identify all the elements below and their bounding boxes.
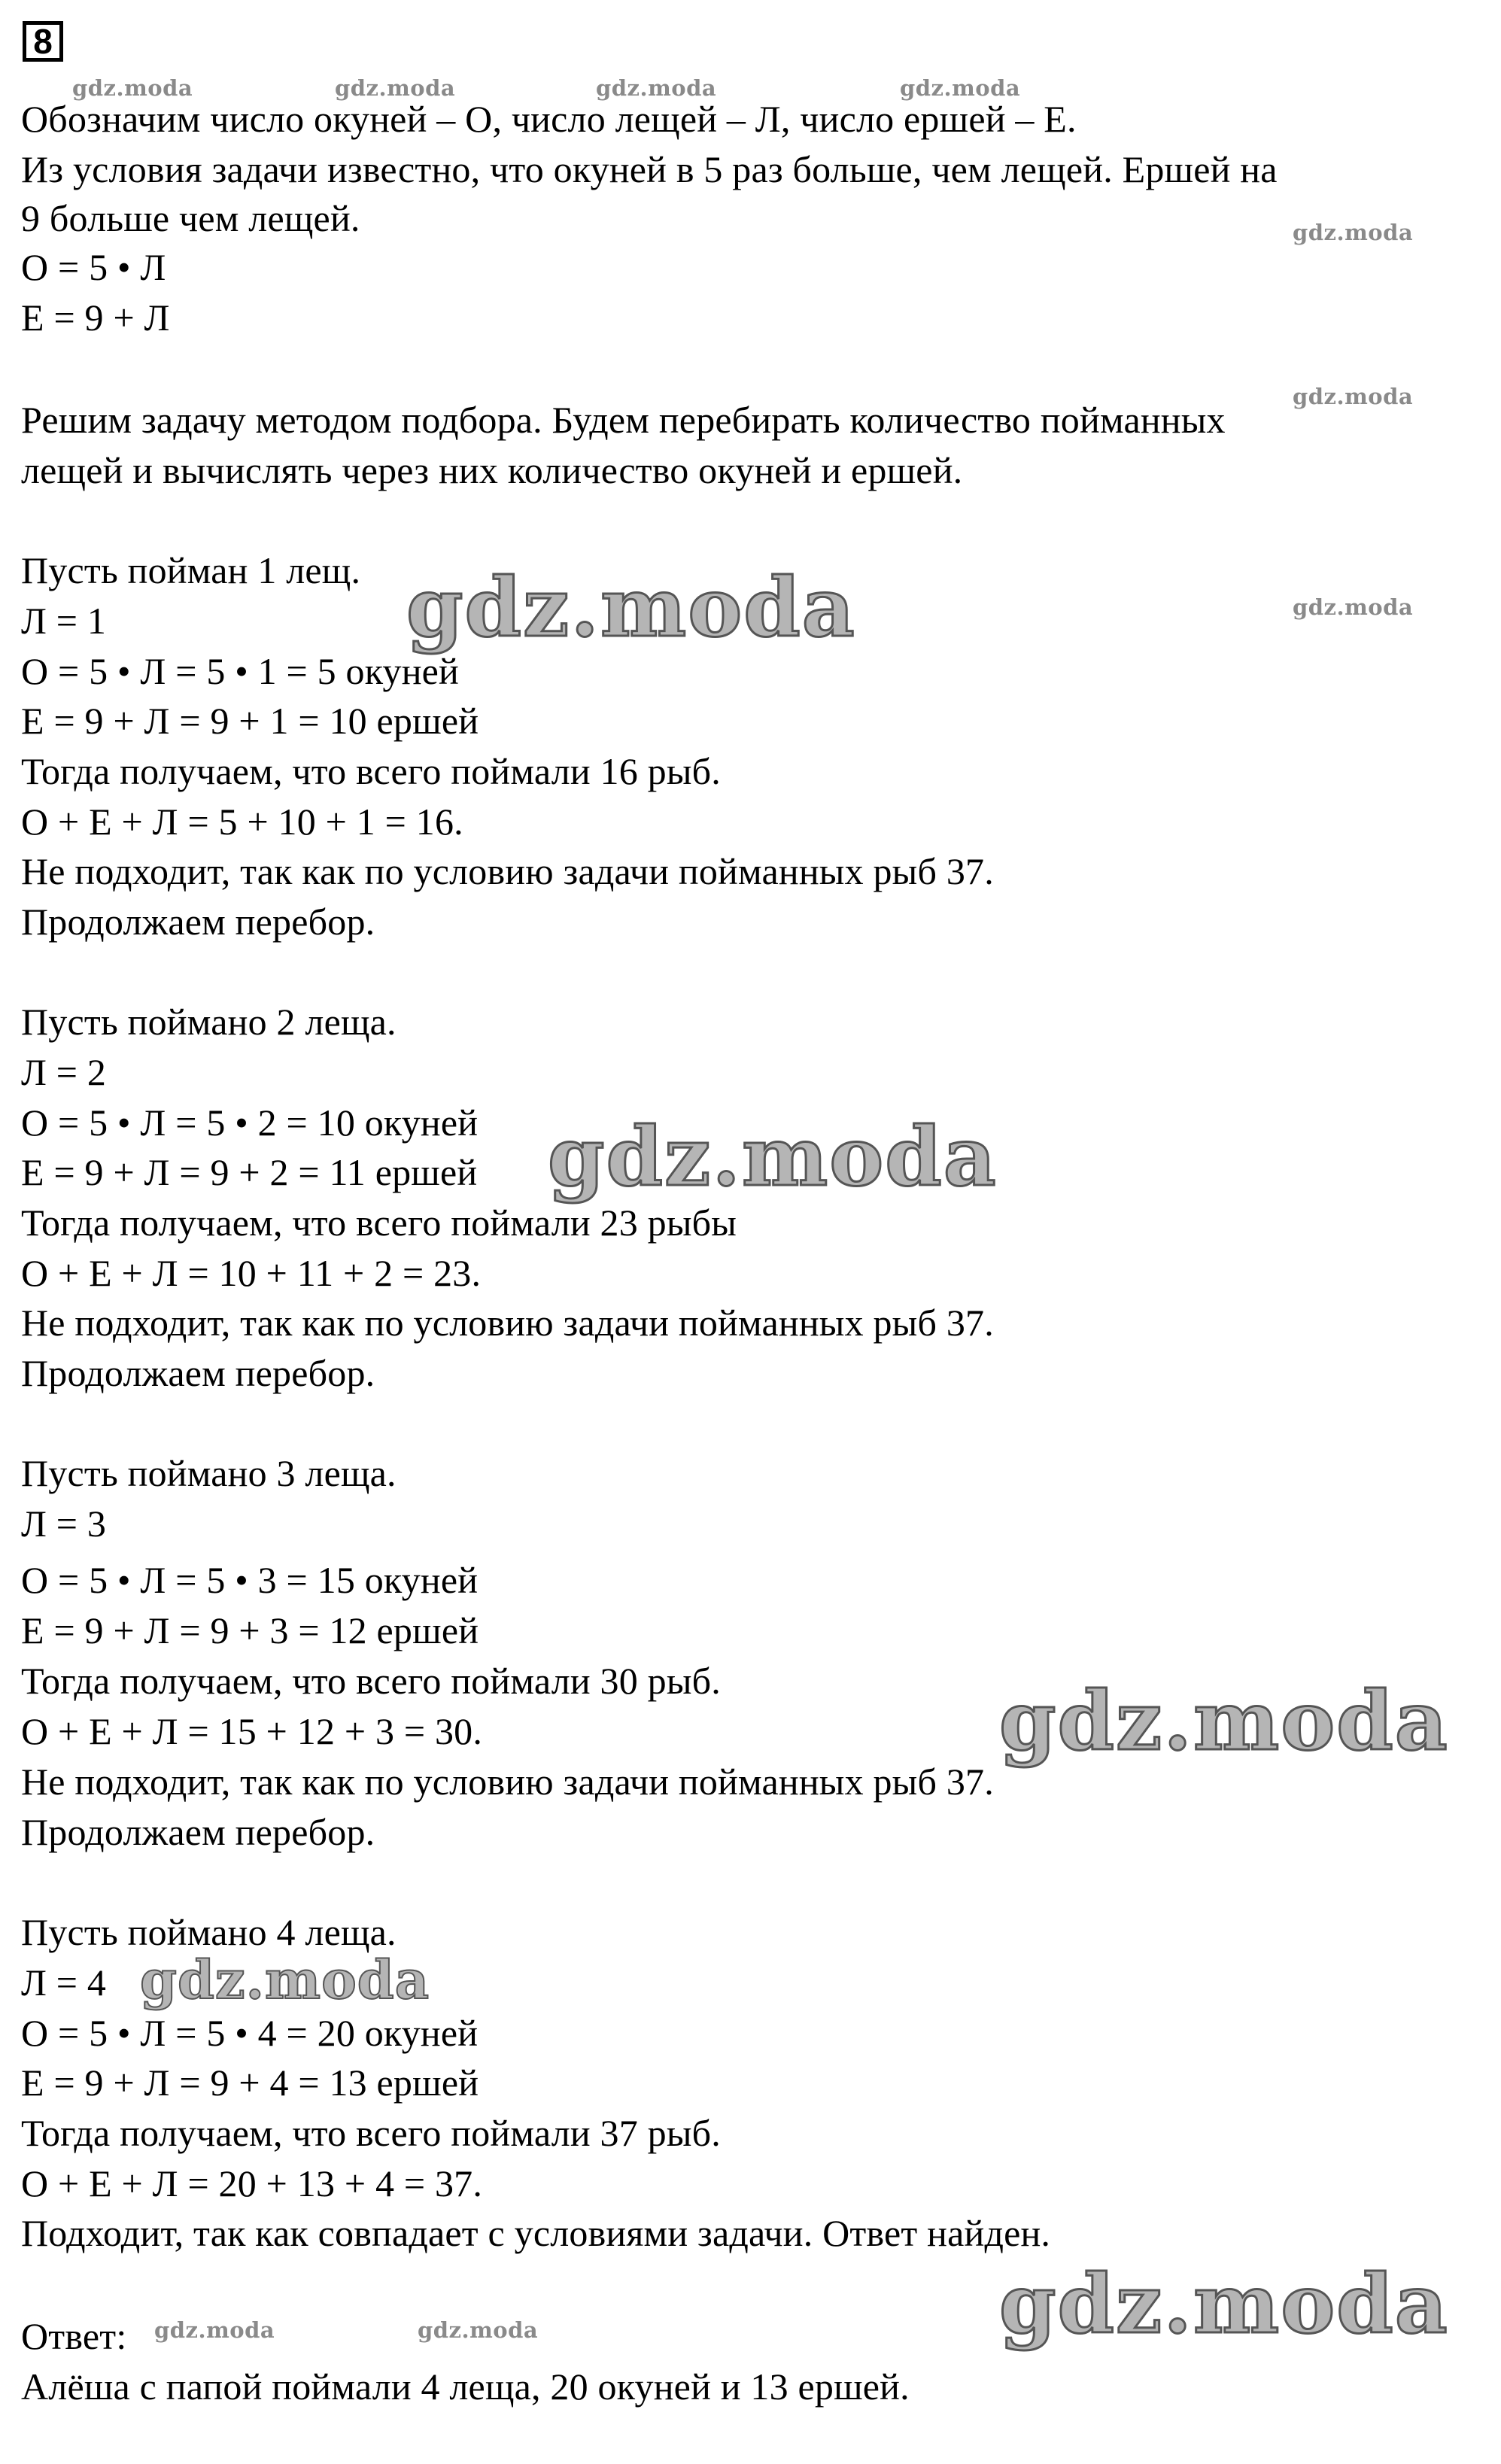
equation-line: Е = 9 + Л = 9 + 1 = 10 ершей (21, 700, 479, 742)
equation-line: О = 5 • Л (21, 246, 166, 288)
equation-line: Л = 4 (21, 1961, 107, 2004)
equation-line: О = 5 • Л = 5 • 2 = 10 окуней (21, 1101, 479, 1144)
equation-line: Л = 2 (21, 1051, 107, 1093)
answer-text: Алёша с папой поймали 4 леща, 20 окуней и 13 ершей. (21, 2365, 910, 2408)
watermark: gdz.moda (154, 2317, 275, 2343)
equation-line: Е = 9 + Л = 9 + 2 = 11 ершей (21, 1151, 478, 1193)
watermark: gdz.moda (335, 75, 456, 101)
text-line: Тогда получаем, что всего поймали 16 рыб. (21, 750, 721, 792)
text-line: Тогда получаем, что всего поймали 23 рыбы (21, 1202, 737, 1244)
text-line: Решим задачу методом подбора. Будем перебирать количество пойманных (21, 399, 1226, 441)
task-number-box: 8 (23, 21, 63, 62)
equation-line: О = 5 • Л = 5 • 4 = 20 окуней (21, 2012, 479, 2054)
text-line: Не подходит, так как по условию задачи пойманных рыб 37. (21, 1302, 994, 1344)
text-line: Пусть поймано 2 леща. (21, 1001, 397, 1043)
equation-line: О = 5 • Л = 5 • 1 = 5 окуней (21, 650, 460, 692)
text-line: Тогда получаем, что всего поймали 37 рыб. (21, 2112, 721, 2154)
watermark: gdz.moda (900, 75, 1021, 101)
equation-line: О + Е + Л = 5 + 10 + 1 = 16. (21, 801, 463, 843)
equation-line: Е = 9 + Л = 9 + 3 = 12 ершей (21, 1609, 479, 1651)
watermark: gdz.moda (596, 75, 717, 101)
answer-label: Ответ: (21, 2315, 127, 2357)
watermark: gdz.moda (418, 2317, 539, 2343)
text-line: 9 больше чем лещей. (21, 197, 360, 239)
equation-line: О + Е + Л = 15 + 12 + 3 = 30. (21, 1710, 483, 1752)
equation-line: О = 5 • Л = 5 • 3 = 15 окуней (21, 1559, 479, 1601)
equation-line: Е = 9 + Л (21, 296, 170, 339)
text-line: Не подходит, так как по условию задачи пойманных рыб 37. (21, 1761, 994, 1803)
watermark-large: gdz.moda (999, 2257, 1449, 2352)
watermark-medium: gdz.moda (140, 1949, 430, 2011)
text-line: лещей и вычислять через них количество окуней и ершей. (21, 449, 963, 491)
text-line: Из условия задачи известно, что окуней в 5 раз больше, чем лещей. Ершей на (21, 148, 1278, 190)
watermark-large: gdz.moda (406, 561, 856, 655)
watermark: gdz.moda (1293, 384, 1414, 409)
text-line: Продолжаем перебор. (21, 901, 375, 943)
watermark-large: gdz.moda (999, 1674, 1449, 1769)
text-line: Тогда получаем, что всего поймали 30 рыб. (21, 1660, 721, 1702)
equation-line: Л = 3 (21, 1502, 107, 1545)
watermark-large: gdz.moda (548, 1110, 998, 1205)
equation-line: О + Е + Л = 10 + 11 + 2 = 23. (21, 1252, 482, 1294)
watermark: gdz.moda (1293, 594, 1414, 620)
text-line: Пусть поймано 3 леща. (21, 1452, 397, 1494)
text-line: Продолжаем перебор. (21, 1811, 375, 1853)
equation-line: Е = 9 + Л = 9 + 4 = 13 ершей (21, 2061, 479, 2104)
equation-line: Л = 1 (21, 600, 107, 642)
equation-line: О + Е + Л = 20 + 13 + 4 = 37. (21, 2162, 483, 2204)
watermark: gdz.moda (1293, 220, 1414, 245)
text-line: Обозначим число окуней – О, число лещей – Л, число ершей – Е. (21, 98, 1077, 140)
watermark: gdz.moda (72, 75, 193, 101)
text-line: Пусть пойман 1 лещ. (21, 549, 361, 591)
text-line: Продолжаем перебор. (21, 1352, 375, 1394)
text-line: Не подходит, так как по условию задачи пойманных рыб 37. (21, 850, 994, 892)
text-line: Подходит, так как совпадает с условиями задачи. Ответ найден. (21, 2212, 1051, 2254)
text-line: Пусть поймано 4 леща. (21, 1911, 397, 1953)
